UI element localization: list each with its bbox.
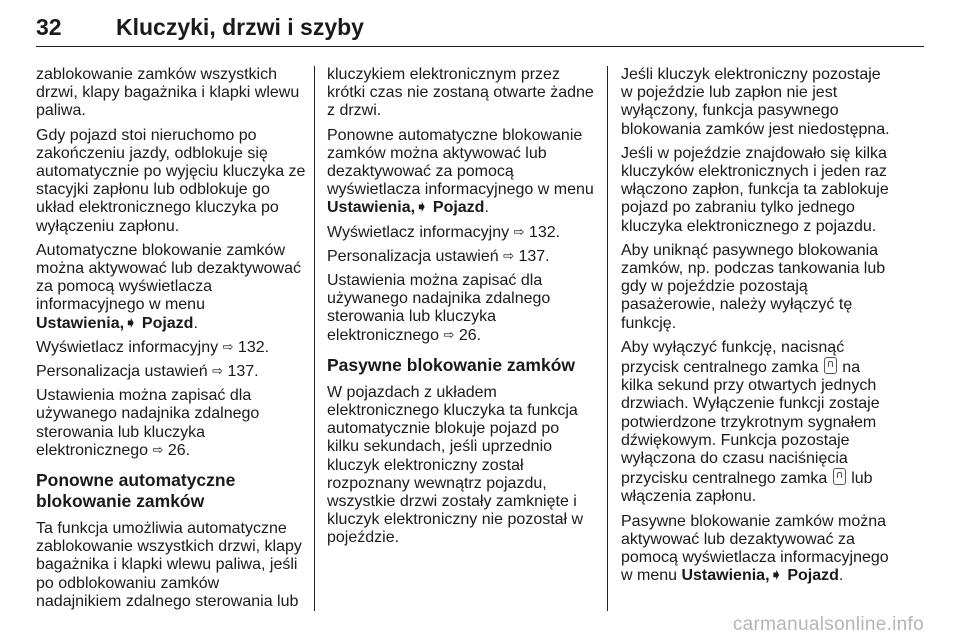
page-title: Kluczyki, drzwi i szyby [116,14,364,40]
menu-settings: Ustawienia [36,314,120,332]
paragraph: zablokowanie zamków wszystkich drzwi, klapy bagażnika i klapki wlewu paliwa. [36,66,300,120]
paragraph: Jeśli w pojeździe znajdowało się kilka kluczyków elektronicznych i jeden raz włączono zapłon, funkcja ta zablokuje pojazd po zabraniu tylko jednego kluczyka elektronicznego z pojazdu. [621,144,889,235]
column-2 [327,66,595,554]
section-heading: Ponowne automatyczne blokowanie zamków [36,470,236,512]
text: Ponowne automatyczne blokowanie zamków można aktywować lub dezaktywować za pomocą wyświetlacza informacyjnego w menu [327,126,594,199]
page-ref: 26. [163,441,191,459]
text: . [838,567,844,585]
arrow-right-icon: ⇨ [212,363,223,379]
column-3 [621,66,891,591]
text: Pasywne blokowanie zamków można aktywować lub dezaktywować za pomocą wyświetlacza informacyjnego w menu [621,512,889,585]
lock-icon [833,468,846,485]
column-divider-2 [607,66,608,611]
page-ref: 137. [514,247,550,265]
paragraph: Gdy pojazd stoi nieruchomo po zakończeniu jazdy, odblokuje się automatycznie po wyjęciu kluczyka ze stacyjki zapłonu lub odblokuje go układ elektronicznego kluczyka po wyłączeniu zapłonu. [36,126,306,235]
paragraph [36,387,309,460]
cross-reference [36,363,309,381]
cross-reference [36,339,309,357]
section-heading: Pasywne blokowanie zamków [327,354,575,375]
text: . [193,314,198,332]
arrow-right-icon: ⇨ [443,326,455,342]
page-ref: 132. [233,338,270,356]
text: lub włączenia zapłonu. [621,470,873,506]
text: Personalizacja ustawień [36,363,213,381]
page-ref: 137. [223,363,259,381]
text: Automatyczne blokowanie zamków można aktywować lub dezaktywować za pomocą wyświetlacza informacyjnego w menu [36,241,302,314]
menu-settings: Ustawienia [327,199,411,217]
paragraph [327,272,595,345]
column-divider-1 [314,66,315,611]
text: Wyświetlacz informacyjny [327,223,514,241]
watermark: carmanualsonline.info [732,614,924,635]
paragraph: Jeśli kluczyk elektroniczny pozostaje w pojeździe lub zapłon nie jest wyłączony, funkcja pasywnego blokowania zamków jest niedostępna. [621,66,890,138]
arrow-right-icon: ⇨ [513,223,525,239]
paragraph [327,127,595,218]
cross-reference [327,248,595,266]
cross-reference [327,224,595,242]
page-number: 32 [36,14,62,40]
page-ref: 132. [524,223,561,241]
text: Personalizacja ustawień [327,247,504,265]
page-header [36,0,924,48]
paragraph [621,513,891,586]
menu-vehicle: Pojazd [141,314,194,332]
unlock-icon [824,357,837,374]
text: Ustawienia można zapisać dla używanego nadajnika zdalnego sterowania lub kluczyka elektronicznego [327,272,551,344]
menu-settings: Ustawienia [681,567,766,585]
header-rule [36,46,924,47]
paragraph: Aby uniknąć pasywnego blokowania zamków, np. podczas tankowania lub gdy w pojeździe pozostają pasażerowie, należy wyłączyć tę funkcję. [621,241,886,332]
paragraph [621,339,891,507]
arrow-right-icon: ⇨ [222,338,234,354]
text: na kilka sekund przy otwartych jednych drzwiach. Wyłączenie funkcji zostaje potwierdzone trzykrotnym sygnałem dźwiękowym. Funkcja pozostaje wyłączona do czasu naciśnięcia przycisku centralnego zamka [621,359,880,488]
menu-vehicle: Pojazd [787,567,839,585]
paragraph: W pojazdach z układem elektronicznego kluczyka ta funkcja automatycznie blokuje pojazd po kilku sekundach, jeśli uprzednio kluczyk elektroniczny został rozpoznany wewnątrz pojazdu, wszystkie drzwi zostały zamknięte i kluczyk elektroniczny nie pozostał w pojeździe. [327,383,584,547]
menu-separator: ,➧ [765,567,788,585]
text: . [484,199,489,217]
menu-separator: ,➧ [119,314,142,332]
page-ref: 26. [454,326,482,344]
arrow-right-icon: ⇨ [152,441,164,457]
paragraph: Ta funkcja umożliwia automatyczne zablokowanie wszystkich drzwi, klapy bagażnika i klapki wlewu paliwa, jeśli po odblokowaniu zamków nadajnikiem zdalnego sterowania lub [36,520,302,610]
menu-separator: ,➧ [410,199,433,217]
text: Wyświetlacz informacyjny [36,338,223,356]
column-1 [36,66,309,617]
paragraph: kluczykiem elektronicznym przez krótki czas nie zostaną otwarte żadne z drzwi. [327,66,594,120]
paragraph [36,242,309,333]
menu-vehicle: Pojazd [432,199,485,217]
text: Aby wyłączyć funkcję, nacisnąć przycisk centralnego zamka [621,338,845,377]
text: Ustawienia można zapisać dla używanego nadajnika zdalnego sterowania lub kluczyka elektronicznego [36,387,260,459]
arrow-right-icon: ⇨ [503,247,514,263]
